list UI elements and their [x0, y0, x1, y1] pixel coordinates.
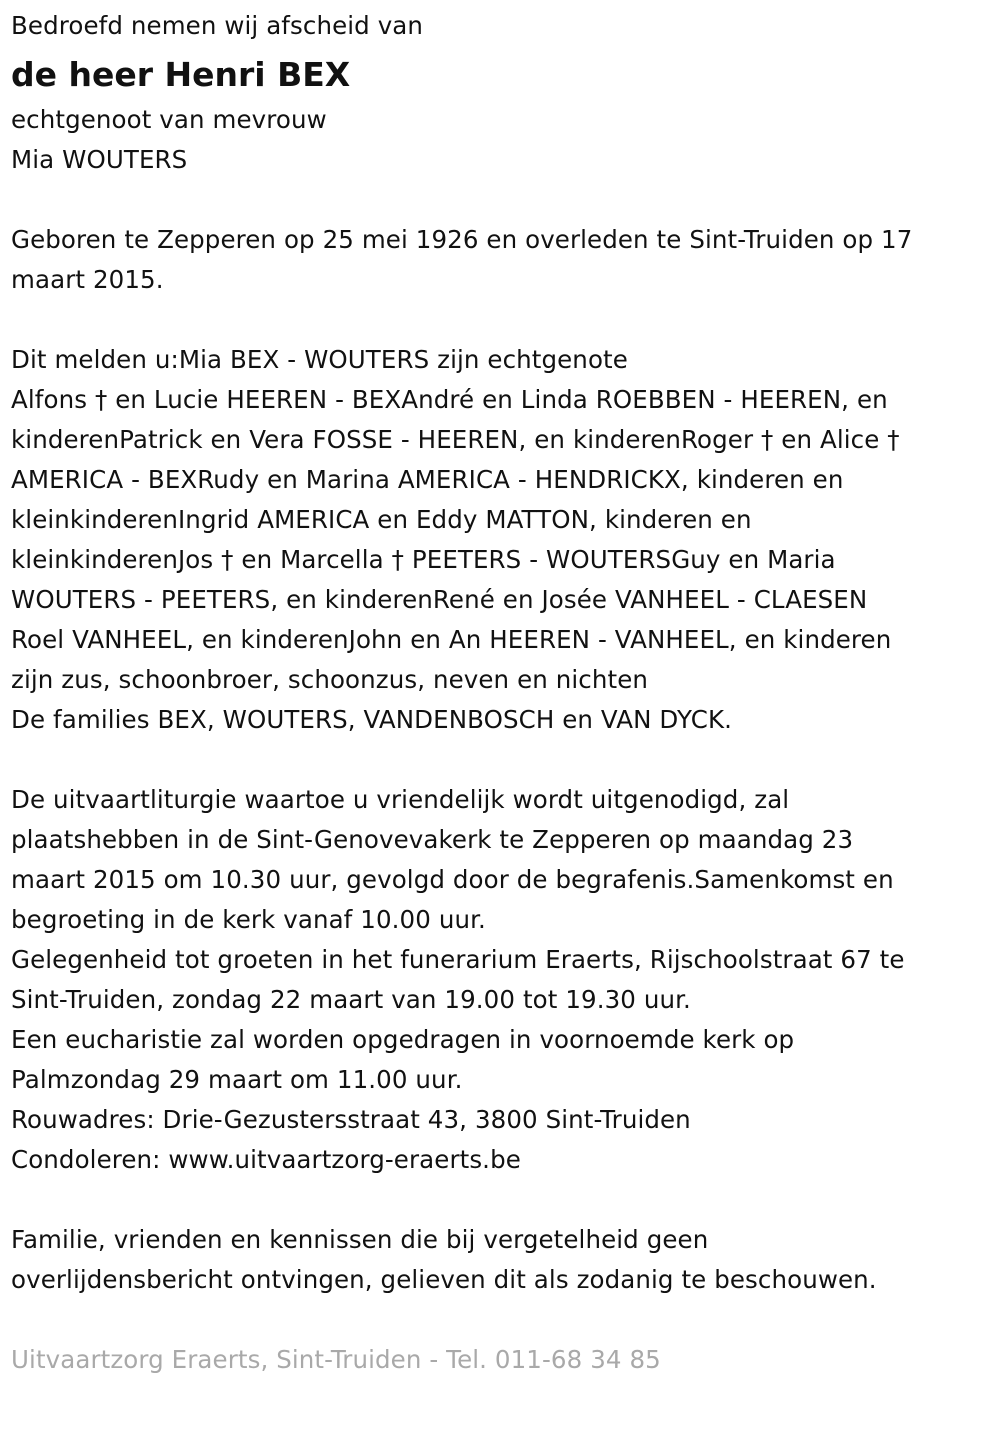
paragraph-line: AMERICA - BEXRudy en Marina AMERICA - HENDRICKX, kinderen en: [11, 465, 844, 494]
paragraph-line: overlijdensbericht ontvingen, gelieven dit als zodanig te beschouwen.: [11, 1265, 877, 1294]
spacer: [11, 1300, 990, 1340]
mourning-address: Rouwadres: Drie-Gezustersstraat 43, 3800 Sint-Truiden: [11, 1105, 691, 1134]
paragraph-line: Sint-Truiden, zondag 22 maart van 19.00 tot 19.30 uur.: [11, 985, 691, 1014]
paragraph-line: kleinkinderenIngrid AMERICA en Eddy MATTON, kinderen en: [11, 505, 752, 534]
spacer: [11, 1180, 990, 1220]
paragraph-line: Roel VANHEEL, en kinderenJohn en An HEEREN - VANHEEL, en kinderen: [11, 625, 892, 654]
spouse-line: echtgenoot van mevrouw: [11, 105, 327, 134]
paragraph-line: Dit melden u:Mia BEX - WOUTERS zijn echtgenote: [11, 345, 628, 374]
birth-death-paragraph: [11, 220, 990, 300]
spacer: [11, 180, 990, 220]
paragraph-line: Palmzondag 29 maart om 11.00 uur.: [11, 1065, 463, 1094]
family-paragraph: [11, 340, 990, 740]
intro-text: Bedroefd nemen wij afscheid van: [11, 11, 424, 40]
funeral-home-footer: Uitvaartzorg Eraerts, Sint-Truiden - Tel. 011-68 34 85: [11, 1345, 661, 1374]
paragraph-line: zijn zus, schoonbroer, schoonzus, neven en nichten: [11, 665, 648, 694]
spacer: [11, 300, 990, 340]
paragraph-line: maart 2015 om 10.30 uur, gevolgd door de begrafenis.Samenkomst en: [11, 865, 894, 894]
paragraph-line: kinderenPatrick en Vera FOSSE - HEEREN, en kinderenRoger † en Alice †: [11, 425, 900, 454]
paragraph-line: De uitvaartliturgie waartoe u vriendelijk wordt uitgenodigd, zal: [11, 785, 790, 814]
paragraph-line: maart 2015.: [11, 265, 164, 294]
paragraph-line: WOUTERS - PEETERS, en kinderenRené en Josée VANHEEL - CLAESEN: [11, 585, 868, 614]
spacer: [11, 740, 990, 780]
paragraph-line: Een eucharistie zal worden opgedragen in voornoemde kerk op: [11, 1025, 795, 1054]
notice-paragraph: [11, 1220, 990, 1300]
paragraph-line: De families BEX, WOUTERS, VANDENBOSCH en VAN DYCK.: [11, 705, 733, 734]
paragraph-line: kleinkinderenJos † en Marcella † PEETERS - WOUTERSGuy en Maria: [11, 545, 836, 574]
paragraph-line: Familie, vrienden en kennissen die bij vergetelheid geen: [11, 1225, 709, 1254]
paragraph-line: plaatshebben in de Sint-Genovevakerk te Zepperen op maandag 23: [11, 825, 854, 854]
deceased-name: de heer Henri BEX: [11, 55, 351, 94]
spouse-name: Mia WOUTERS: [11, 145, 188, 174]
ceremony-paragraph: [11, 780, 990, 1180]
paragraph-line: Geboren te Zepperen op 25 mei 1926 en overleden te Sint-Truiden op 17: [11, 225, 913, 254]
condolence-link[interactable]: Condoleren: www.uitvaartzorg-eraerts.be: [11, 1145, 521, 1174]
paragraph-line: Alfons † en Lucie HEEREN - BEXAndré en Linda ROEBBEN - HEEREN, en: [11, 385, 888, 414]
paragraph-line: Gelegenheid tot groeten in het funerarium Eraerts, Rijschoolstraat 67 te: [11, 945, 905, 974]
paragraph-line: begroeting in de kerk vanaf 10.00 uur.: [11, 905, 486, 934]
